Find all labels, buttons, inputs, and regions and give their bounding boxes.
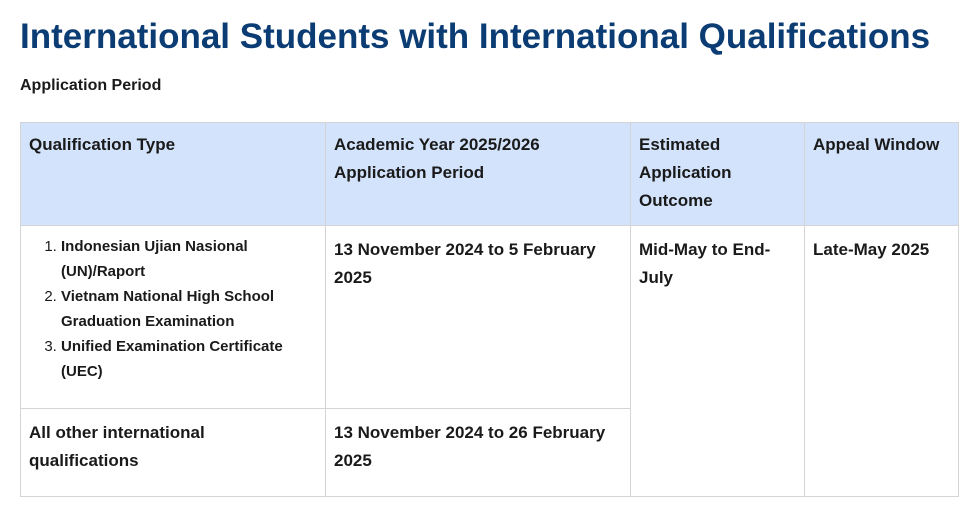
list-item: 3. Unified Examination Certificate (UEC) bbox=[61, 334, 317, 384]
header-application-period: Academic Year 2025/2026 Application Period bbox=[326, 123, 631, 226]
header-estimated-outcome: Estimated Application Outcome bbox=[631, 123, 805, 226]
qualification-cell: All other international qualifications bbox=[21, 409, 326, 497]
estimated-outcome-cell: Mid-May to End-July bbox=[631, 226, 805, 497]
header-qualification-type: Qualification Type bbox=[21, 123, 326, 226]
page-content bbox=[20, 0, 960, 470]
appeal-window-cell: Late-May 2025 bbox=[805, 226, 959, 497]
application-period-table bbox=[20, 122, 959, 497]
list-item: 1. Indonesian Ujian Nasional (UN)/Raport bbox=[61, 234, 317, 284]
section-subtitle: Application Period bbox=[20, 77, 162, 94]
table-header-row bbox=[21, 123, 959, 226]
header-appeal-window: Appeal Window bbox=[805, 123, 959, 226]
table-row bbox=[21, 226, 959, 409]
list-item: 2. Vietnam National High School Graduation Examination bbox=[61, 284, 317, 334]
page-title: International Students with International Qualifications bbox=[20, 17, 931, 56]
qualification-list bbox=[29, 234, 317, 384]
application-period-cell: 13 November 2024 to 26 February 2025 bbox=[326, 409, 631, 497]
application-period-cell: 13 November 2024 to 5 February 2025 bbox=[326, 226, 631, 409]
qualification-list-cell bbox=[21, 226, 326, 409]
